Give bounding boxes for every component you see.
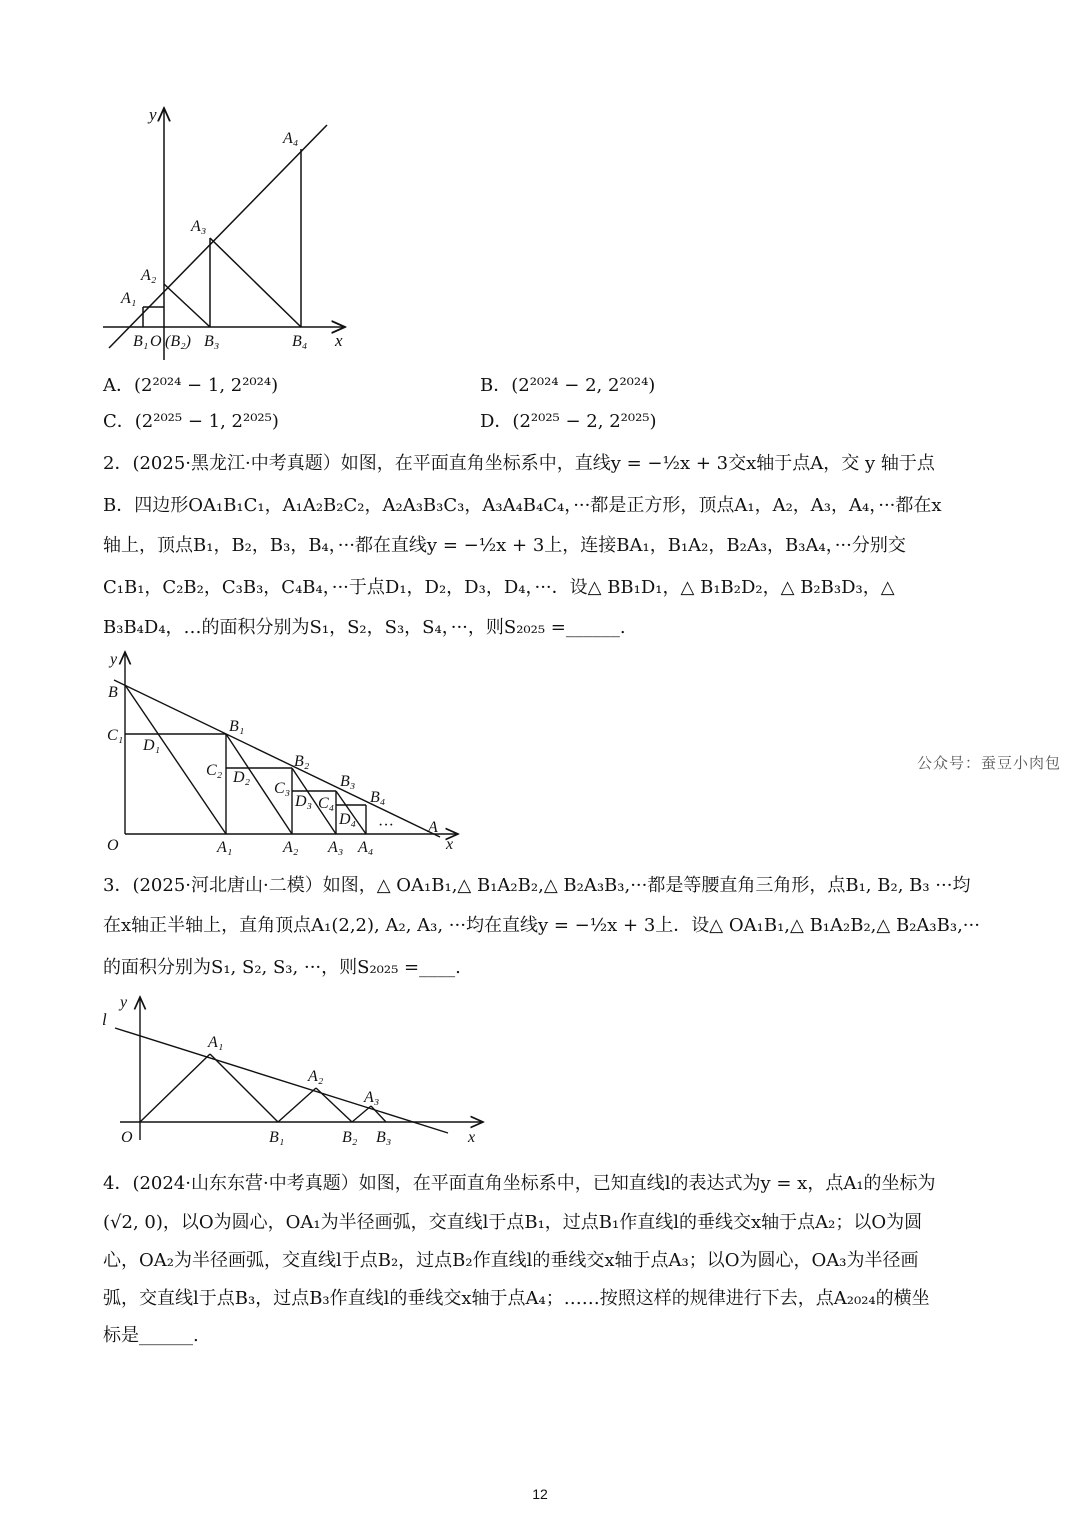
svg-text:O: O xyxy=(107,837,119,854)
svg-text:B₄: B₄ xyxy=(370,789,386,806)
line-l xyxy=(109,125,327,348)
page-number: 12 xyxy=(532,1486,548,1502)
svg-text:l: l xyxy=(102,1010,107,1029)
svg-text:A₄: A₄ xyxy=(358,839,374,856)
svg-text:A: A xyxy=(428,819,438,836)
watermark: 公众号：蚕豆小肉包 xyxy=(917,754,1062,772)
svg-text:A₁: A₁ xyxy=(208,1034,224,1051)
svg-text:C₂: C₂ xyxy=(206,762,223,779)
svg-text:(B₂): (B₂) xyxy=(165,333,191,350)
svg-text:A₂: A₂ xyxy=(283,839,299,856)
svg-text:B₂: B₂ xyxy=(294,753,310,770)
svg-text:B₁: B₁ xyxy=(229,718,245,735)
svg-text:B₄: B₄ xyxy=(292,333,308,350)
option-b[interactable]: B．(2²⁰²⁴ − 2, 2²⁰²⁴) xyxy=(480,375,656,396)
svg-text:A₂: A₂ xyxy=(308,1068,324,1085)
figure-1 xyxy=(95,100,365,365)
svg-text:A₃: A₃ xyxy=(328,839,344,856)
svg-text:y: y xyxy=(110,651,118,668)
svg-text:D₂: D₂ xyxy=(233,769,251,786)
svg-text:C₄: C₄ xyxy=(318,795,335,812)
svg-text:A₂: A₂ xyxy=(141,267,157,284)
option-d[interactable]: D．(2²⁰²⁵ − 2, 2²⁰²⁵) xyxy=(480,411,657,432)
svg-text:O: O xyxy=(150,333,162,350)
svg-text:B₃: B₃ xyxy=(376,1129,392,1146)
svg-text:D₁: D₁ xyxy=(143,737,161,754)
svg-text:C₃: C₃ xyxy=(274,780,291,797)
svg-text:D₄: D₄ xyxy=(339,811,357,828)
svg-text:B₁: B₁ xyxy=(133,333,149,350)
svg-text:B: B xyxy=(108,684,118,701)
svg-text:B₂: B₂ xyxy=(342,1129,358,1146)
svg-text:B₁: B₁ xyxy=(269,1129,285,1146)
option-c[interactable]: C．(2²⁰²⁵ − 1, 2²⁰²⁵) xyxy=(103,411,279,432)
svg-text:A₃: A₃ xyxy=(191,218,207,235)
svg-text:y: y xyxy=(120,994,128,1011)
option-a[interactable]: A．(2²⁰²⁴ − 1, 2²⁰²⁴) xyxy=(103,375,279,396)
svg-text:A₃: A₃ xyxy=(364,1089,380,1106)
x-axis-label: x xyxy=(335,331,343,350)
svg-text:x: x xyxy=(446,836,454,853)
svg-text:···: ··· xyxy=(378,817,394,834)
svg-text:D₃: D₃ xyxy=(295,793,313,810)
svg-text:x: x xyxy=(468,1129,476,1146)
figure-3 xyxy=(100,990,490,1150)
y-axis-label: y xyxy=(149,105,157,124)
svg-text:A₄: A₄ xyxy=(283,130,299,147)
figure-2 xyxy=(100,645,470,860)
svg-text:A₁: A₁ xyxy=(217,839,233,856)
svg-text:C₁: C₁ xyxy=(107,727,124,744)
svg-text:O: O xyxy=(121,1129,133,1146)
svg-text:A₁: A₁ xyxy=(121,290,137,307)
svg-text:B₃: B₃ xyxy=(340,773,356,790)
svg-text:B₃: B₃ xyxy=(204,333,220,350)
